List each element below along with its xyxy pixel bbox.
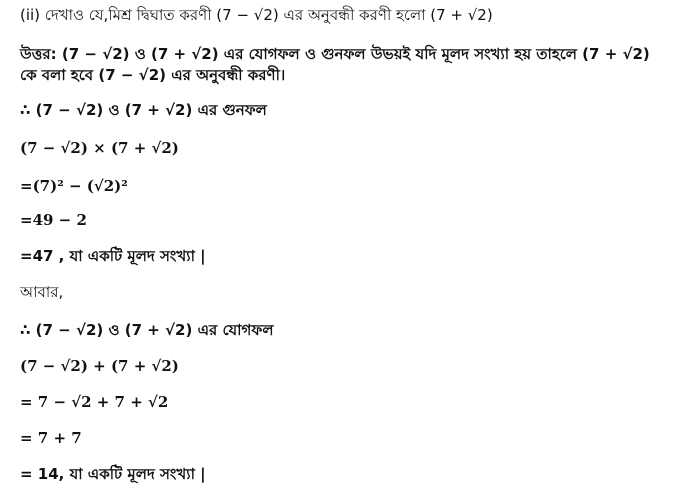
sum-intro: ∴ (7 − √2) ও (7 + √2) এর যোগফল	[20, 321, 274, 339]
product-step-3: =49 − 2	[20, 211, 87, 229]
sum-result: = 14, যা একটি মূলদ সংখ্যা |	[20, 465, 206, 483]
question-text: (ii) দেখাও যে,মিশ্র দ্বিঘাত করণী (7 − √2) এর অনুবন্ধী করণী হলো (7 + √2)	[20, 6, 493, 24]
answer-line-2: কে বলা হবে (7 − √2) এর অনুবন্ধী করণী।	[20, 66, 286, 84]
answer-line-1: উত্তর: (7 − √2) ও (7 + √2) এর যোগফল ও গুনফল উভয়ই যদি মূলদ সংখ্যা হয় তাহলে (7 + √2)	[20, 45, 650, 63]
product-result: =47 , যা একটি মূলদ সংখ্যা |	[20, 247, 206, 265]
again-label: আবার,	[20, 283, 64, 301]
sum-step-2: = 7 − √2 + 7 + √2	[20, 393, 169, 411]
sum-step-1: (7 − √2) + (7 + √2)	[20, 357, 179, 375]
sum-step-3: = 7 + 7	[20, 429, 82, 447]
product-step-1: (7 − √2) × (7 + √2)	[20, 139, 179, 157]
product-intro: ∴ (7 − √2) ও (7 + √2) এর গুনফল	[20, 101, 267, 119]
product-step-2: =(7)² − (√2)²	[20, 177, 128, 195]
